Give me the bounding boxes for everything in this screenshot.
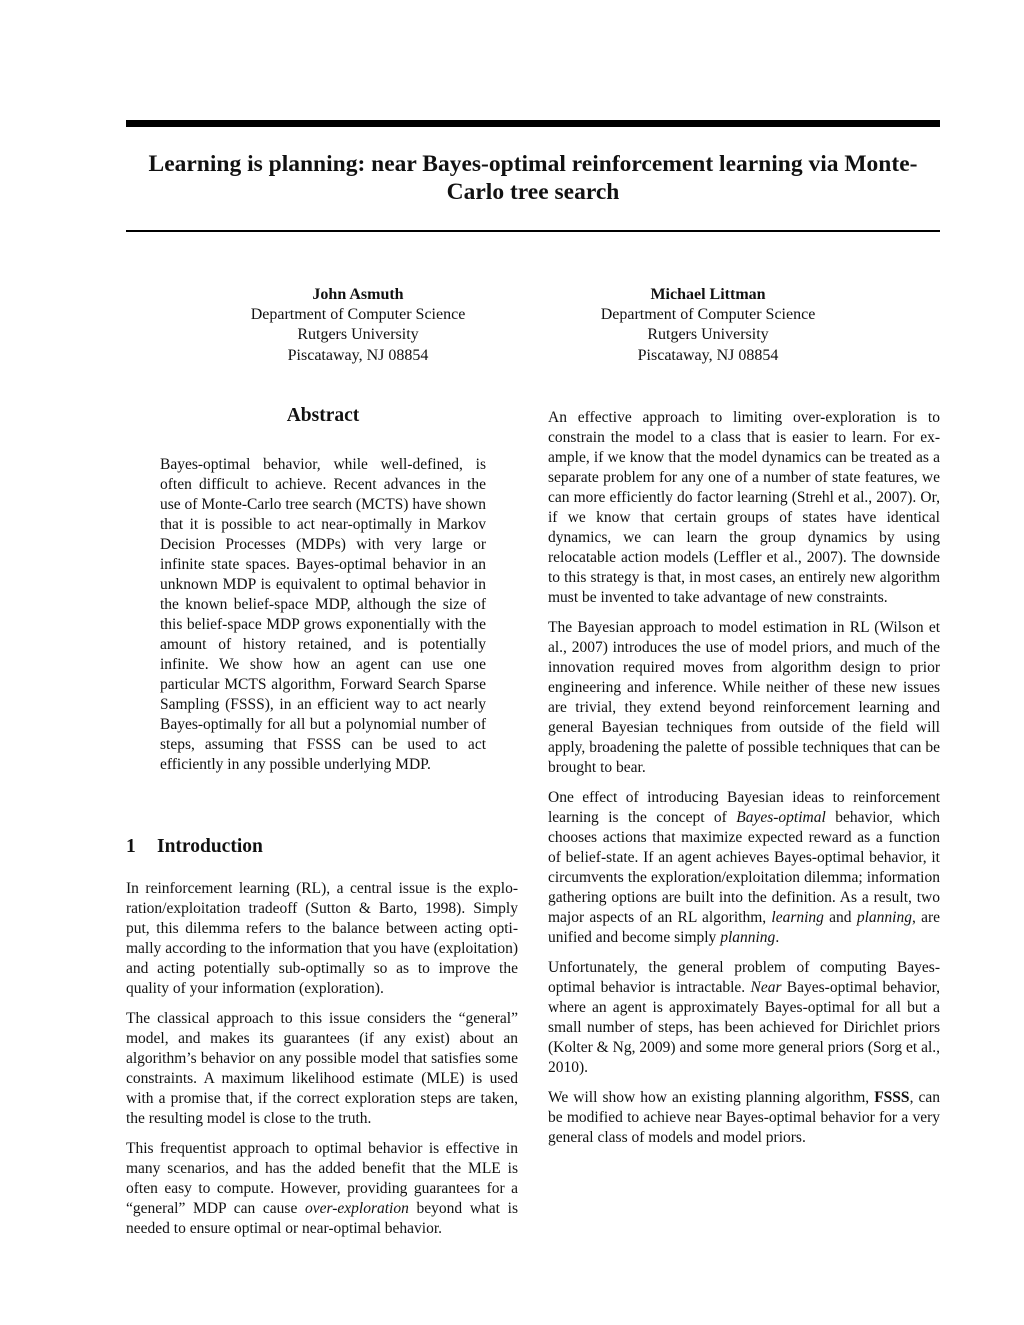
emphasis-bayes-optimal: Bayes-optimal [736, 809, 826, 826]
emphasis-planning: planning [856, 909, 912, 926]
emphasis-learning: learning [771, 909, 824, 926]
abstract-heading: Abstract [286, 405, 360, 426]
text-run: beyond what is needed to ensure optimal or near-optimal behavior. [126, 1200, 518, 1237]
intro-paragraph-3 [126, 1139, 518, 1239]
text-run: One effect of introducing Bayesian ideas to reinforcement learning is the concept of [548, 789, 940, 826]
text-run: . [775, 929, 780, 946]
right-paragraph-5 [548, 1088, 940, 1148]
author-department: Department of Computer Science [250, 306, 466, 324]
section-title: Introduction [157, 836, 263, 857]
section-heading [126, 835, 518, 859]
author-block-1 [208, 285, 508, 366]
right-paragraph-1: An effective approach to limiting over-exploration is to constrain the model to a class that is easier to learn. For example, if we know that the model dynamics can be treated as a separate problem for any one of a number of state features, we can more efficiently do factor learning (Strehl et al., 2007). Or, if we know that certain groups of states have identical dynamics, we can learn the group dynamics by using relocatable action models (Leffler et al., 2007). The downside to this strategy is that, in most cases, an entirely new algorithm must be invented to take advantage of new constraints. [548, 409, 940, 606]
emphasis-over-exploration: over-exploration [305, 1200, 409, 1217]
author-block-2 [558, 285, 858, 366]
left-column [126, 879, 518, 1239]
author-address: Piscataway, NJ 08854 [287, 346, 429, 364]
intro-paragraph-1: In reinforcement learning (RL), a central issue is the exploration/exploitation tradeoff (Sutton & Barto, 1998). Simply put, this dilemma refers to the balance between acting optimally according to the information that you have (exploitation) and acting potentially sub-optimally so as to improve the quality of your information (exploration). [126, 880, 518, 997]
text-run: , are unified and become simply [548, 909, 941, 946]
right-paragraph-4 [548, 958, 940, 1078]
text-run: behavior, which chooses actions that maximize expected reward as a function of belief-state. If an agent achieves Bayes-optimal behavior, it circumvents the exploration/exploitation dilemma; information gathering options are built into the definition. As a result, two major aspects of an RL algorithm, [548, 809, 940, 926]
author-university: Rutgers University [297, 326, 419, 344]
bold-fsss: FSSS [874, 1089, 910, 1106]
text-run: , can be modified to achieve near Bayes-optimal behavior for a very general class of models and model priors. [548, 1089, 940, 1146]
text-run: and [823, 909, 857, 926]
title-rule-bottom [126, 230, 940, 232]
paper-title: Learning is planning: near Bayes-optimal reinforcement learning via Monte-Carlo tree search [148, 151, 918, 205]
title-rule-top [126, 120, 940, 127]
text-run: This frequentist approach to optimal behavior is effective in many scenarios, and has the added benefit that the MLE is often easy to compute. However, providing guarantees for a “general” MDP can cause [126, 1140, 518, 1217]
author-name: Michael Littman [650, 286, 766, 303]
emphasis-planning-2: planning [720, 929, 776, 946]
section-number: 1 [126, 836, 136, 857]
right-column [548, 408, 940, 1148]
text-run: We will show how an existing planning algorithm, [548, 1089, 875, 1106]
text-run: Bayes-optimal behavior, where an agent is approximately Bayes-optimal for all but a small number of steps, has been achieved for Dirichlet priors (Kolter & Ng, 2009) and some more general priors (Sorg et al., 2010). [548, 979, 940, 1076]
author-university: Rutgers University [647, 326, 769, 344]
author-name: John Asmuth [312, 286, 404, 303]
abstract-text: Bayes-optimal behavior, while well-defined, is often difficult to achieve. Recent advances in the use of Monte-Carlo tree search (MCTS) have shown that it is possible to act near-optimally in Markov Decision Processes (MDPs) with very large or infinite state spaces. Bayes-optimal behavior in an unknown MDP is equivalent to optimal behavior in the known belief-space MDP, although the size of this belief-space MDP grows exponentially with the amount of history retained, and is potentially infinite. We show how an agent can use one particular MCTS algorithm, Forward Search Sparse Sampling (FSSS), in an efficient way to act nearly Bayes-optimally for all but a polynomial number of steps, assuming that FSSS can be used to act efficiently in any possible underlying MDP. [160, 456, 486, 773]
intro-paragraph-2: The classical approach to this issue considers the “general” model, and makes its guarantees (if any exist) about an algorithm’s behavior on any possible model that satisfies some constraints. A maximum likelihood estimate (MLE) is used with a promise that, if the correct exploration steps are taken, the resulting model is close to the truth. [126, 1010, 518, 1127]
emphasis-near: Near [750, 979, 782, 996]
author-department: Department of Computer Science [600, 306, 816, 324]
text-run: Unfortunately, the general problem of computing Bayes-optimal behavior is intractable. [548, 959, 940, 996]
author-address: Piscataway, NJ 08854 [637, 346, 779, 364]
right-paragraph-3 [548, 788, 940, 948]
right-paragraph-2: The Bayesian approach to model estimation in RL (Wilson et al., 2007) introduces the use of model priors, and much of the innovation required moves from algorithm design to prior engineering and inference. While neither of these new issues are trivial, they extend beyond reinforcement learning and general Bayesian techniques from outside of the field will apply, broadening the palette of possible techniques that can be brought to bear. [548, 619, 940, 776]
